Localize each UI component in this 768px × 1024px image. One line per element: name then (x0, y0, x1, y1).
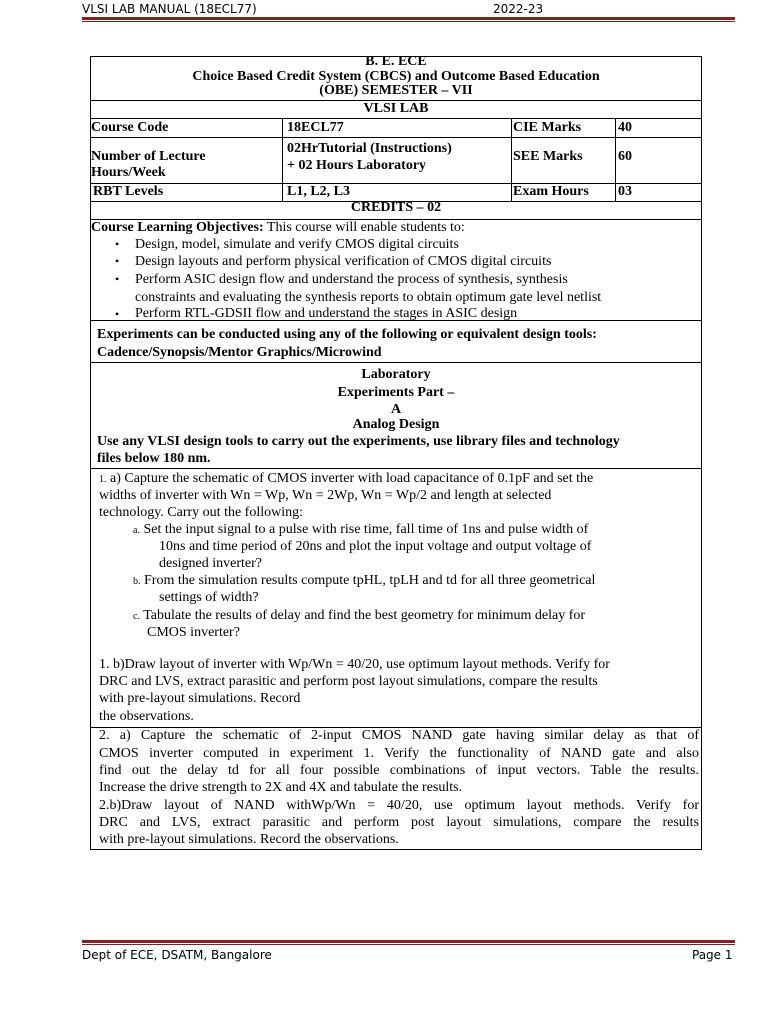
page-header-title: VLSI LAB MANUAL (18ECL77) (82, 2, 257, 16)
exp1-sub-b-cont: settings of width? (159, 590, 259, 605)
exp2-line: Increase the drive strength to 2X and 4X and tabulate the results. (99, 780, 463, 795)
part-a-title: Analog Design (352, 417, 440, 432)
bullet-icon: • (115, 254, 120, 268)
objectives-heading: Course Learning Objectives: (91, 220, 264, 235)
page-header-year: 2022-23 (493, 2, 544, 16)
course-code-value: 18ECL77 (287, 120, 344, 135)
exp1-sub-c (133, 608, 585, 625)
lecture-hours-label: Number of Lecture (91, 149, 206, 164)
exp1b-line: DRC and LVS, extract parasitic and perform post layout simulations, compare the results (99, 674, 598, 689)
syllabus-table (90, 56, 702, 850)
exp1-sub-a-cont: 10ns and time period of 20ns and plot the input voltage and output voltage of (159, 539, 592, 554)
objective-item: Perform ASIC design flow and understand the process of synthesis, synthesis (135, 272, 568, 287)
objectives-intro (91, 220, 465, 236)
rbt-levels-value: L1, L2, L3 (287, 184, 351, 199)
exp1-number: 1. (99, 474, 107, 485)
lab-title: VLSI LAB (363, 101, 429, 116)
exp2-line: CMOS inverter computed in experiment 1. Verify the functionality of NAND gate and also (99, 746, 699, 761)
col-divider (511, 118, 512, 202)
exp1-sub-c-text: Tabulate the results of delay and find the best geometry for minimum delay for (139, 608, 586, 623)
part-a-instruction-2: files below 180 nm. (97, 451, 211, 466)
objective-item: Perform RTL-GDSII flow and understand the stages in ASIC design (135, 306, 518, 321)
lecture-hours-value-2: + 02 Hours Laboratory (287, 158, 427, 173)
exp1-sub-c-cont: CMOS inverter? (147, 625, 240, 640)
bullet-icon: • (115, 272, 120, 286)
row-divider (91, 183, 701, 184)
exp1-line: widths of inverter with Wn = Wp, Wn = 2Wp, Wn = Wp/2 and length at selected (99, 488, 552, 503)
objective-item: Design layouts and perform physical verification of CMOS digital circuits (135, 254, 552, 269)
exp1-sub-a (133, 522, 588, 539)
bullet-icon: • (115, 307, 120, 321)
exp1b-line: the observations. (99, 709, 194, 724)
course-code-label: Course Code (91, 120, 169, 135)
list-marker: b. (133, 576, 141, 587)
exam-hours-value: 03 (618, 184, 632, 199)
page-number: Page 1 (692, 948, 733, 962)
row-divider (91, 468, 701, 469)
rbt-levels-label: RBT Levels (93, 184, 164, 199)
list-marker: a. (133, 525, 140, 536)
objective-item: Design, model, simulate and verify CMOS digital circuits (135, 237, 459, 252)
header-rule-thin (82, 21, 735, 22)
see-marks-label: SEE Marks (513, 149, 583, 164)
row-divider (91, 118, 701, 119)
col-divider (282, 118, 283, 202)
semester-title: (OBE) SEMESTER – VII (319, 83, 473, 98)
bullet-icon: • (115, 237, 120, 251)
tools-list: Cadence/Synopsis/Mentor Graphics/Microwind (97, 345, 382, 360)
tools-statement: Experiments can be conducted using any of the following or equivalent design tools: (97, 327, 597, 342)
exam-hours-label: Exam Hours (513, 184, 589, 199)
cbcs-title: Choice Based Credit System (CBCS) and Outcome Based Education (192, 69, 600, 84)
cie-marks-value: 40 (618, 120, 632, 135)
exp1-line: technology. Carry out the following: (99, 505, 303, 520)
footer-rule (82, 940, 735, 943)
exp2b-line: with pre-layout simulations. Record the observations. (99, 832, 399, 847)
exp1-text: a) Capture the schematic of CMOS inverter with load capacitance of 0.1pF and set the (106, 471, 594, 486)
row-divider (91, 362, 701, 363)
exp1b-line: 1. b)Draw layout of inverter with Wp/Wn = 40/20, use optimum layout methods. Verify for (99, 657, 610, 672)
list-marker: c. (133, 611, 140, 622)
exp1b-line: with pre-layout simulations. Record (99, 691, 301, 706)
exp1-sub-a-cont: designed inverter? (159, 556, 263, 571)
exp2b-line: 2.b)Draw layout of NAND withWp/Wn = 40/20, use optimum layout methods. Verify for (99, 798, 699, 813)
part-a-lab: Laboratory (361, 367, 431, 382)
cie-marks-label: CIE Marks (513, 120, 582, 135)
exp1-sub-a-text: Set the input signal to a pulse with rise time, fall time of 1ns and pulse width of (139, 522, 589, 537)
exp1-sub-b-text: From the simulation results compute tpHL, tpLH and td for all three geometrical (140, 573, 596, 588)
part-a-instruction: Use any VLSI design tools to carry out the experiments, use library files and technology (97, 434, 620, 449)
exp2-line: 2. a) Capture the schematic of 2-input CMOS NAND gate having similar delay as that of (99, 728, 699, 743)
col-divider (615, 118, 616, 202)
footer-rule-thin (82, 944, 735, 945)
lecture-hours-label-2: Hours/Week (91, 165, 166, 180)
part-a-letter: A (390, 402, 402, 417)
exp1-line (99, 471, 593, 488)
degree-title: B. E. ECE (365, 54, 427, 69)
part-a-experiments: Experiments Part – (337, 385, 455, 400)
footer-department: Dept of ECE, DSATM, Bangalore (82, 948, 272, 962)
objectives-intro-text: This course will enable students to: (263, 220, 465, 235)
header-rule (82, 17, 735, 20)
lecture-hours-value: 02HrTutorial (Instructions) (287, 141, 452, 156)
exp2b-line: DRC and LVS, extract parasitic and perform post layout simulations, compare the results (99, 815, 699, 830)
exp1-sub-b (133, 573, 595, 590)
credits: CREDITS – 02 (350, 200, 442, 215)
row-divider (91, 137, 701, 138)
see-marks-value: 60 (618, 149, 632, 164)
exp2-line: find out the delay td for all four possible combinations of input vectors. Table the results. (99, 763, 699, 778)
objective-item-cont: constraints and evaluating the synthesis reports to obtain optimum gate level netlist (135, 290, 602, 305)
